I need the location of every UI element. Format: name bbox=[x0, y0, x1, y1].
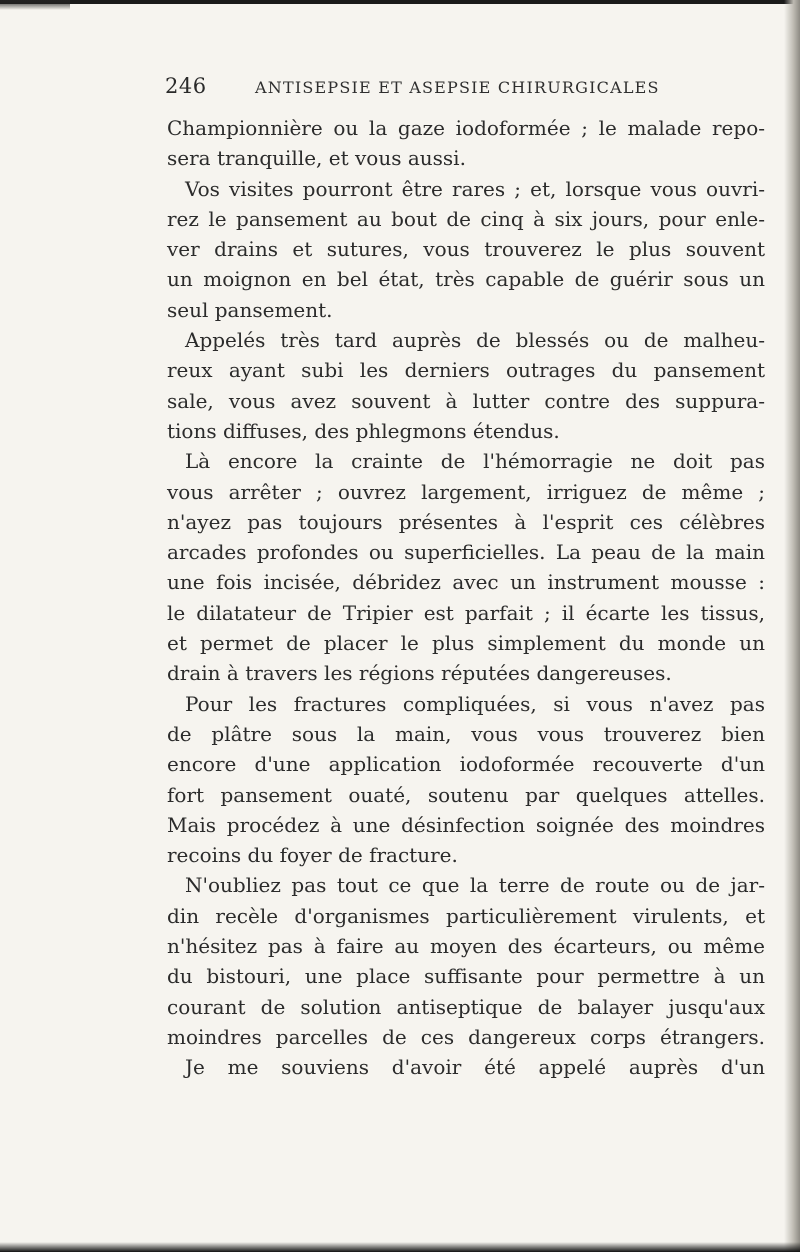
text-line: recoins du foyer de fracture. bbox=[167, 843, 458, 868]
text-line: tions diffuses, des phlegmons étendus. bbox=[167, 418, 560, 443]
text-line: Mais procédez à une désinfection soignée des moindres bbox=[167, 812, 765, 837]
text-line: n'hésitez pas à faire au moyen des écarteurs, ou même bbox=[167, 934, 765, 959]
running-head: ANTISEPSIE ET ASEPSIE CHIRURGICALES bbox=[255, 78, 660, 97]
text-line: fort pansement ouaté, soutenu par quelques attelles. bbox=[167, 782, 765, 807]
text-line: Là encore la crainte de l'hémorragie ne doit pas bbox=[185, 449, 765, 474]
text-line: ver drains et sutures, vous trouverez le plus souvent bbox=[167, 237, 765, 262]
text-line: n'ayez pas toujours présentes à l'esprit ces célèbres bbox=[167, 509, 765, 534]
text-line: rez le pansement au bout de cinq à six jours, pour enle- bbox=[167, 206, 765, 231]
text-line: reux ayant subi les derniers outrages du pansement bbox=[167, 358, 765, 383]
text-line: Vos visites pourront être rares ; et, lorsque vous ouvri- bbox=[185, 176, 765, 201]
text-line: N'oubliez pas tout ce que la terre de route ou de jar- bbox=[185, 873, 765, 898]
text-line: de plâtre sous la main, vous vous trouverez bien bbox=[167, 721, 765, 746]
text-line: moindres parcelles de ces dangereux corps étrangers. bbox=[167, 1024, 765, 1049]
text-line: Appelés très tard auprès de blessés ou de malheu- bbox=[185, 328, 765, 353]
text-line: une fois incisée, débridez avec un instrument mousse : bbox=[167, 570, 765, 595]
text-line: encore d'une application iodoformée recouverte d'un bbox=[167, 752, 765, 777]
top-edge-shadow bbox=[0, 0, 800, 4]
text-line: du bistouri, une place suffisante pour permettre à un bbox=[167, 964, 765, 989]
text-line: Pour les fractures compliquées, si vous n'avez pas bbox=[185, 691, 765, 716]
corner-shadow bbox=[0, 0, 70, 10]
text-line: un moignon en bel état, très capable de guérir sous un bbox=[167, 267, 765, 292]
text-line: arcades profondes ou superficielles. La peau de la main bbox=[167, 540, 765, 565]
page-header bbox=[165, 74, 765, 104]
text-line: courant de solution antiseptique de balayer jusqu'aux bbox=[167, 994, 765, 1019]
text-line: sale, vous avez souvent à lutter contre des suppura- bbox=[167, 388, 765, 413]
text-line: Championnière ou la gaze iodoformée ; le malade repo- bbox=[167, 116, 765, 140]
text-line: Je me souviens d'avoir été appelé auprès d'un bbox=[185, 1055, 765, 1080]
page-gutter-shadow bbox=[784, 0, 800, 1252]
bottom-edge-shadow bbox=[0, 1242, 800, 1252]
text-line: le dilatateur de Tripier est parfait ; il écarte les tissus, bbox=[167, 600, 765, 625]
text-line: drain à travers les régions réputées dangereuses. bbox=[167, 661, 672, 686]
page-number: 246 bbox=[165, 74, 207, 98]
text-line: seul pansement. bbox=[167, 297, 333, 322]
text-line: et permet de placer le plus simplement du monde un bbox=[167, 631, 765, 656]
text-line: din recèle d'organismes particulièrement virulents, et bbox=[167, 903, 765, 928]
body-text bbox=[167, 113, 765, 1083]
text-line: sera tranquille, et vous aussi. bbox=[167, 146, 466, 171]
text-line: vous arrêter ; ouvrez largement, irriguez de même ; bbox=[167, 479, 765, 504]
